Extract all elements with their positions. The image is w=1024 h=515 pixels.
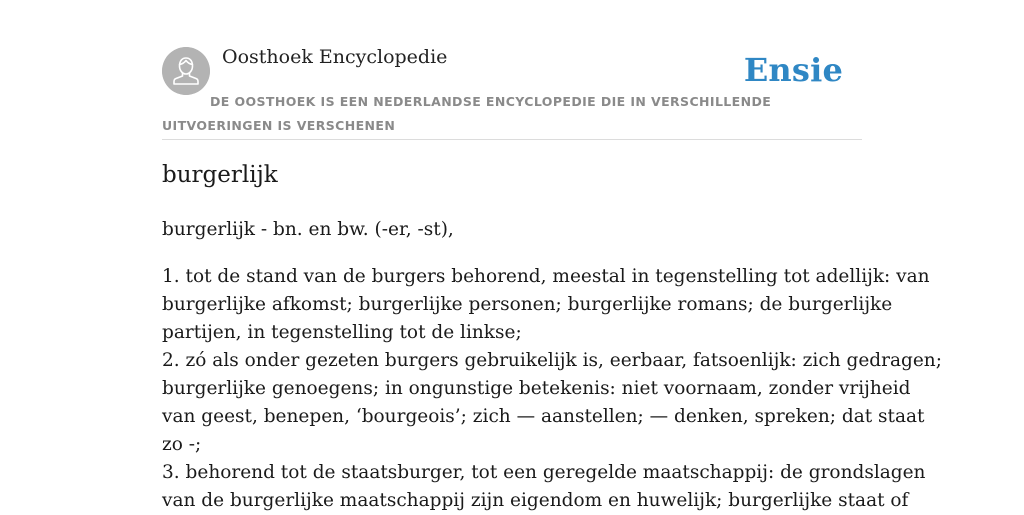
ensie-logo-link[interactable]: Ensie [743, 51, 843, 89]
definition-line: 1. tot de stand van de burgers behorend, meestal in tegenstelling tot adellijk: van [162, 266, 930, 287]
headword-line: burgerlijk - bn. en bw. (-er, -st), [162, 219, 454, 240]
definition-line: burgerlijke afkomst; burgerlijke personen; burgerlijke romans; de burgerlijke [162, 294, 893, 315]
user-avatar-icon[interactable] [162, 47, 210, 95]
definition-line: burgerlijke genoegens; in ongunstige betekenis: niet voornaam, zonder vrijheid [162, 378, 911, 399]
definition-line: van de burgerlijke maatschappij zijn eigendom en huwelijk; burgerlijke staat of [162, 490, 909, 511]
source-name-link[interactable]: Oosthoek Encyclopedie [222, 46, 448, 68]
definition-line: partijen, in tegenstelling tot de linkse; [162, 322, 522, 343]
definition-body [162, 263, 942, 515]
source-tagline: DE OOSTHOEK IS EEN NEDERLANDSE ENCYCLOPEDIE DIE IN VERSCHILLENDE UITVOERINGEN IS VERSCHENEN [162, 94, 772, 133]
definition-line: 3. behorend tot de staatsburger, tot een geregelde maatschappij: de grondslagen [162, 462, 926, 483]
entry-title: burgerlijk [162, 162, 278, 188]
definition-line: zo -; [162, 434, 202, 455]
definition-line: 2. zó als onder gezeten burgers gebruikelijk is, eerbaar, fatsoenlijk: zich gedragen; [162, 350, 942, 371]
definition-line: van geest, benepen, ‘bourgeois’; zich — aanstellen; — denken, spreken; dat staat [162, 406, 925, 427]
header-divider [162, 139, 862, 140]
